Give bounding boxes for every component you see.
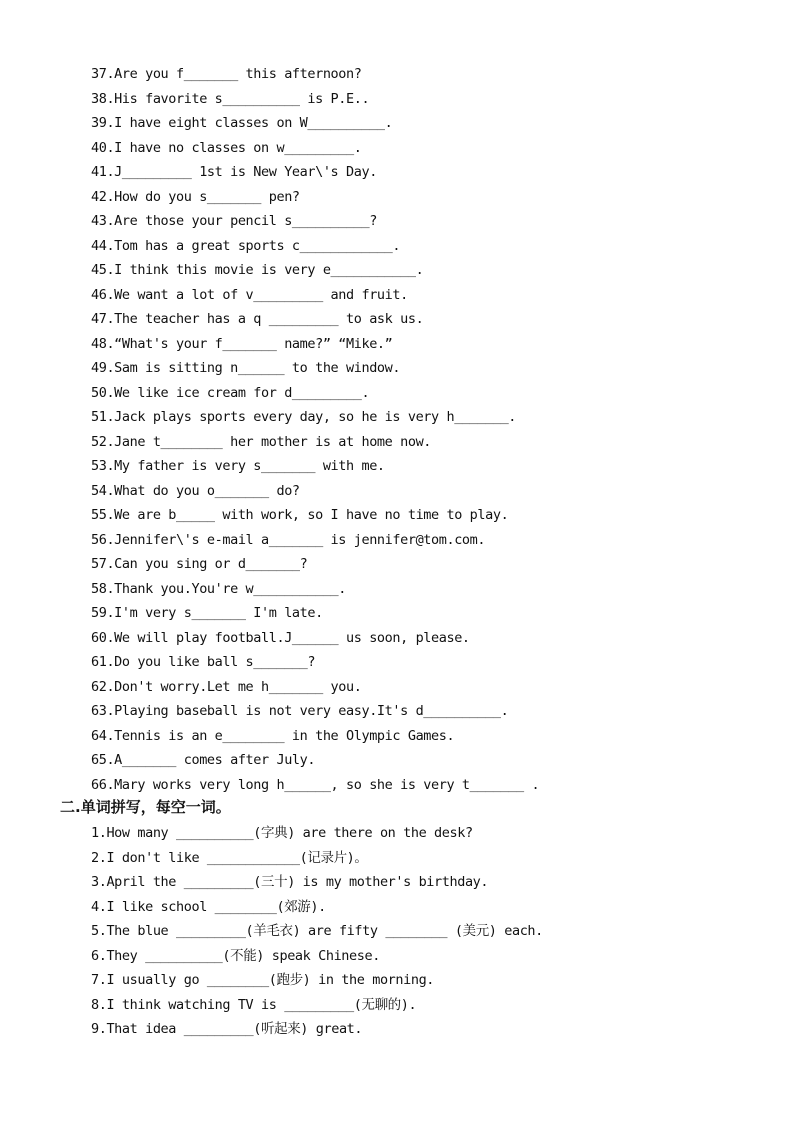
question-57: 57.Can you sing or d_______? [91,556,308,572]
question-38: 38.His favorite s__________ is P.E.. [91,90,370,107]
question-63: 63.Playing baseball is not very easy.It's d__________. [91,703,509,719]
spelling-item-2: 2.I don't like ____________(记录片)。 [91,849,368,866]
question-44: 44.Tom has a great sports c____________. [91,237,401,254]
question-50: 50.We like ice cream for d_________. [91,384,370,401]
spelling-item-4: 4.I like school ________(郊游). [91,898,326,915]
question-39: 39.I have eight classes on W__________. [91,115,393,131]
spelling-item-8: 8.I think watching TV is _________(无聊的). [91,996,417,1013]
question-48: 48.“What's your f_______ name?” “Mike.” [91,335,393,352]
question-59: 59.I'm very s_______ I'm late. [91,605,323,621]
spelling-item-1: 1.How many __________(字典) are there on the desk? [91,825,473,841]
spelling-item-7: 7.I usually go ________(跑步) in the morning. [91,972,435,988]
question-56: 56.Jennifer\'s e-mail a_______ is jennifer@tom.com. [91,531,486,548]
question-51: 51.Jack plays sports every day, so he is very h_______. [91,409,517,425]
question-46: 46.We want a lot of v_________ and fruit. [91,286,408,303]
question-66: 66.Mary works very long h______, so she is very t_______ . [91,776,540,793]
question-41: 41.J_________ 1st is New Year\'s Day. [91,164,377,180]
question-37: 37.Are you f_______ this afternoon? [91,66,362,82]
question-60: 60.We will play football.J______ us soon, please. [91,629,470,646]
question-62: 62.Don't worry.Let me h_______ you. [91,678,362,695]
question-58: 58.Thank you.You're w___________. [91,580,347,597]
question-55: 55.We are b_____ with work, so I have no time to play. [91,507,509,523]
fill-blank-list [91,62,711,797]
question-43: 43.Are those your pencil s__________? [91,213,377,229]
spelling-item-9: 9.That idea _________(听起来) great. [91,1021,363,1037]
question-42: 42.How do you s_______ pen? [91,188,300,205]
question-61: 61.Do you like ball s_______? [91,654,316,670]
question-40: 40.I have no classes on w_________. [91,139,362,156]
question-64: 64.Tennis is an e________ in the Olympic Games. [91,727,455,744]
question-45: 45.I think this movie is very e___________. [91,262,424,278]
question-49: 49.Sam is sitting n______ to the window. [91,360,401,376]
spelling-item-5: 5.The blue _________(羊毛衣) are fifty ________ (美元) each. [91,923,543,939]
section-heading: 二.单词拼写，每空一词。 [60,798,231,816]
question-52: 52.Jane t________ her mother is at home now. [91,433,432,450]
question-65: 65.A_______ comes after July. [91,752,316,768]
question-47: 47.The teacher has a q _________ to ask us. [91,311,424,327]
word-spelling-list [91,821,711,1042]
spelling-item-3: 3.April the _________(三十) is my mother's birthday. [91,874,489,890]
spelling-item-6: 6.They __________(不能) speak Chinese. [91,947,380,964]
question-54: 54.What do you o_______ do? [91,482,300,499]
question-53: 53.My father is very s_______ with me. [91,458,385,474]
